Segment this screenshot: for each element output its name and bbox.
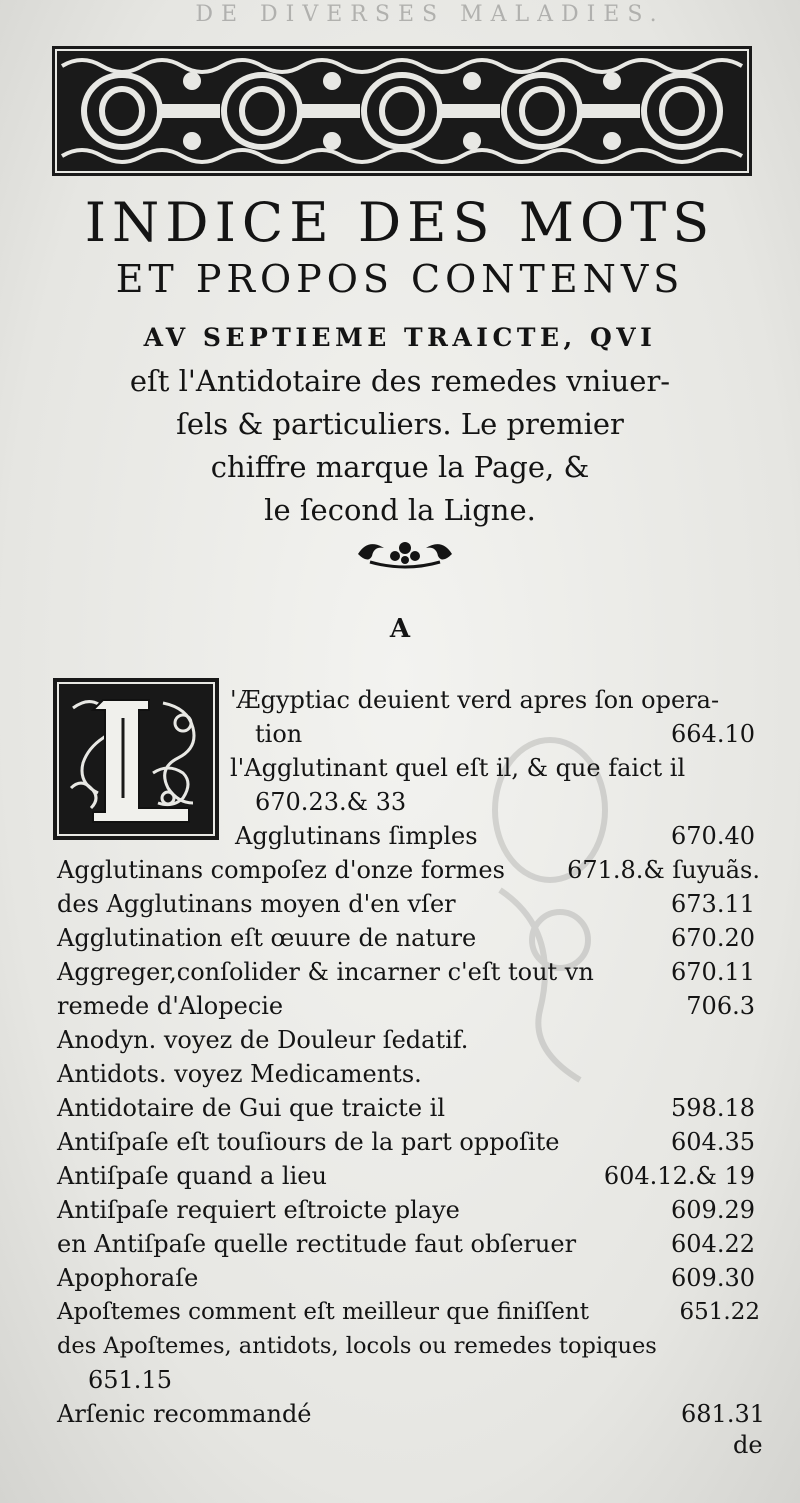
entry-text: l'Agglutinant quel eſt il, & que faict il	[230, 754, 686, 782]
index-title-line-7: le ſecond la Ligne.	[264, 493, 536, 527]
entry-text: Apophoraſe	[57, 1264, 199, 1292]
fleuron-icon	[350, 536, 460, 570]
entry-text: des Agglutinans moyen d'en vſer	[57, 890, 456, 918]
entry-text: 651.15	[88, 1366, 172, 1394]
entry-page-ref: 670.40	[671, 822, 755, 850]
entry-text: Agglutinans compoſez d'onze formes	[57, 856, 505, 884]
entry-page-ref: 609.29	[671, 1196, 755, 1224]
historiated-initial-L-icon	[53, 678, 219, 840]
entry-page-ref: 670.11	[671, 958, 755, 986]
entry-text: Agglutination eſt œuure de nature	[57, 924, 477, 952]
entry-text: 'Ægyptiac deuient verd apres ſon opera-	[230, 686, 720, 714]
entry-page-ref: 673.11	[671, 890, 755, 918]
entry-page-ref: 604.35	[671, 1128, 755, 1156]
entry-text: Aggreger,conſolider & incarner c'eſt tout vn	[57, 958, 594, 986]
entry-text: Agglutinans ſimples	[235, 822, 478, 850]
entry-text: en Antiſpaſe quelle rectitude faut obſeruer	[57, 1230, 577, 1258]
entry-page-ref: 671.8.& ſuyuãs.	[567, 856, 760, 884]
index-title-line-1: INDICE DES MOTS	[84, 191, 716, 254]
entry-page-ref: 609.30	[671, 1264, 755, 1292]
entry-text: tion	[255, 720, 303, 748]
entry-page-ref: 604.12.& 19	[603, 1162, 755, 1190]
entry-text: Antidotaire de Gui que traicte il	[57, 1094, 446, 1122]
catchword: de	[733, 1431, 763, 1459]
entry-text: des Apoſtemes, antidots, locols ou remedes topiques	[57, 1333, 657, 1359]
index-title-line-5: ſels & particuliers. Le premier	[176, 407, 624, 441]
index-title-line-6: chiffre marque la Page, &	[210, 450, 590, 484]
entry-page-ref: 681.31	[681, 1400, 765, 1428]
entry-page-ref: 598.18	[671, 1094, 755, 1122]
running-head: DE DIVERSES MALADIES.	[195, 2, 665, 27]
ornamental-headpiece-icon	[52, 46, 752, 176]
entry-text: Antiſpaſe requiert eſtroicte playe	[57, 1196, 460, 1224]
entry-text: Apoſtemes comment eſt meilleur que finiſſent	[57, 1299, 589, 1325]
entry-text: Antidots. voyez Medicaments.	[57, 1060, 422, 1088]
entry-page-ref: 670.20	[671, 924, 755, 952]
entry-text: remede d'Alopecie	[57, 992, 284, 1020]
entry-page-ref: 604.22	[671, 1230, 755, 1258]
index-title-line-3: AV SEPTIEME TRAICTE, QVI	[143, 323, 657, 352]
entry-page-ref: 651.22	[679, 1299, 760, 1325]
entry-text: Antiſpaſe eſt touſiours de la part oppoſite	[57, 1128, 560, 1156]
entry-text: 670.23.& 33	[255, 788, 407, 816]
entry-page-ref: 706.3	[686, 992, 755, 1020]
entry-page-ref: 664.10	[671, 720, 755, 748]
index-title-line-2: ET PROPOS CONTENVS	[115, 257, 685, 301]
index-title-line-4: eſt l'Antidotaire des remedes vniuer-	[129, 364, 671, 398]
entry-text: Antiſpaſe quand a lieu	[57, 1162, 327, 1190]
section-letter: A	[389, 614, 411, 644]
entry-text: Arſenic recommandé	[57, 1400, 312, 1428]
entry-text: Anodyn. voyez de Douleur ſedatif.	[57, 1026, 469, 1054]
